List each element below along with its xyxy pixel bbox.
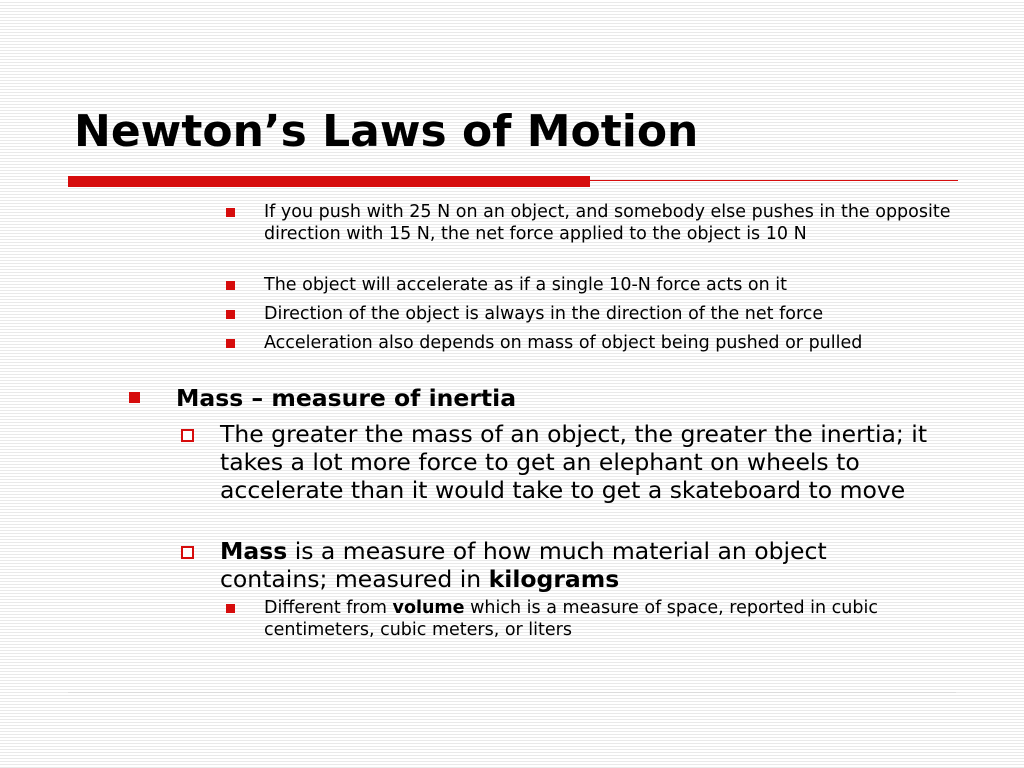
- bullet-item-direction: [264, 303, 964, 325]
- title-underline-thin: [590, 180, 958, 181]
- bullet-item-inertia-elephant: [220, 420, 940, 504]
- bullet-text: which is a measure of space, reported in cubic centimeters, cubic meters, or liters: [264, 598, 878, 640]
- title-underline-thick: [68, 176, 590, 187]
- bullet-text: Different from: [264, 598, 393, 618]
- filled-square-icon: [226, 339, 235, 348]
- bullet-text: is a measure of how much material an object contains; measured in: [220, 537, 827, 593]
- bullet-text: Mass – measure of inertia: [176, 384, 517, 412]
- bold-term-volume: volume: [392, 598, 465, 618]
- bullet-item-volume: [264, 597, 964, 641]
- bold-term-kilograms: kilograms: [488, 565, 620, 593]
- bold-term-mass: Mass: [220, 537, 288, 565]
- bullet-text: Direction of the object is always in the direction of the net force: [264, 304, 824, 324]
- bullet-item-mass-definition: [220, 537, 940, 593]
- bullet-item-acceleration-mass: [264, 332, 964, 354]
- filled-square-icon: [226, 208, 235, 217]
- bullet-text: If you push with 25 N on an object, and somebody else pushes in the opposite direction with 15 N, the net force applied to the object is 10 N: [264, 202, 951, 244]
- filled-square-icon: [129, 392, 140, 403]
- slide-title: Newton’s Laws of Motion: [74, 106, 699, 157]
- bullet-text: The greater the mass of an object, the greater the inertia; it takes a lot more force to get an elephant on wheels to accelerate than it would take to get a skateboard to move: [220, 420, 928, 504]
- hollow-square-icon: [181, 546, 194, 559]
- footer-divider: [68, 692, 956, 693]
- bullet-item-single-force: [264, 274, 964, 296]
- bullet-text: The object will accelerate as if a single 10-N force acts on it: [264, 275, 788, 295]
- filled-square-icon: [226, 281, 235, 290]
- bullet-item-net-force: [264, 201, 964, 245]
- filled-square-icon: [226, 310, 235, 319]
- bullet-text: Acceleration also depends on mass of object being pushed or pulled: [264, 333, 863, 353]
- hollow-square-icon: [181, 429, 194, 442]
- bullet-item-mass-heading: [176, 384, 956, 412]
- filled-square-icon: [226, 604, 235, 613]
